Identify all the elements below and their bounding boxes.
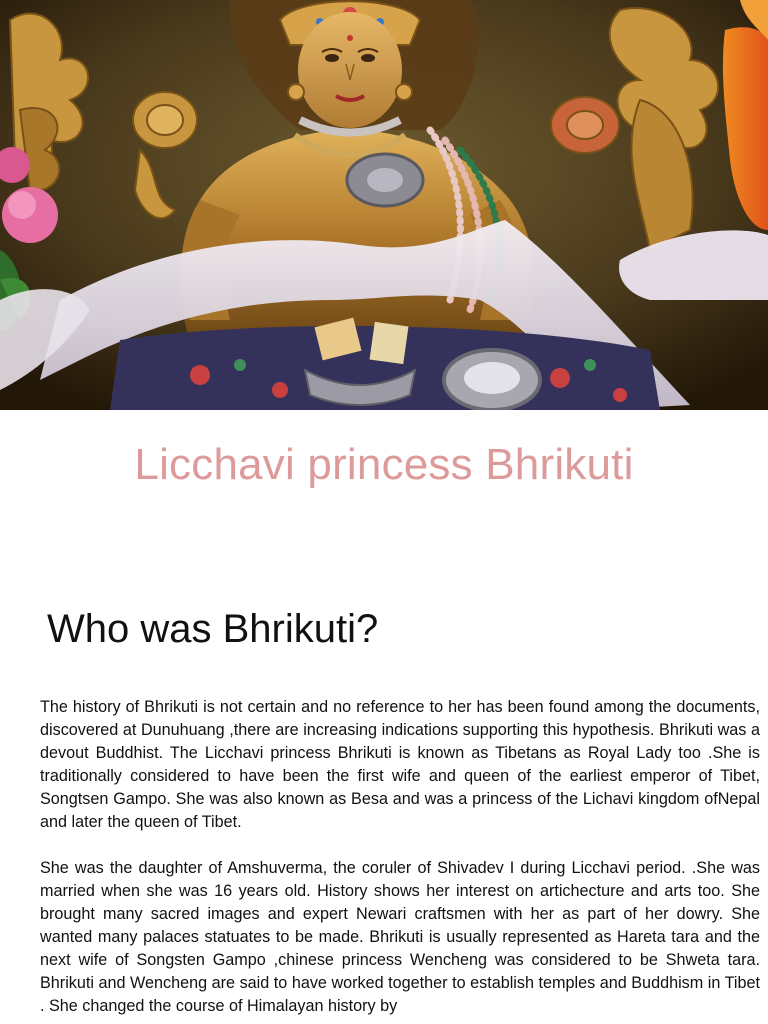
body-text	[40, 696, 760, 1024]
paragraph: She was the daughter of Amshuverma, the coruler of Shivadev I during Licchavi period. .She was married when she was 16 years old. History shows her interest on artichecture and arts too. She brought many sacred images and expert Newari craftsmen with her as part of her dowry. She wanted many palaces statuates to be made. Bhrikuti is usually represented as Hareta tara and the next wife of Songsten Gampo ,chinese princess Wencheng was considered to be Shweta tara. Bhrikuti and Wencheng are said to have worked together to establish temples and Buddhism in Tibet . She changed the course of Himalayan history by	[40, 859, 760, 1015]
section-heading: Who was Bhrikuti?	[47, 607, 379, 651]
paragraph: The history of Bhrikuti is not certain and no reference to her has been found among the documents, discovered at Dunuhuang ,there are increasing indications supporting this hypothesis. Bhrikuti was a devout Buddhist. The Licchavi princess Bhrikuti is known as Tibetans as Royal Lady too .She is traditionally considered to have been the first wife and queen of the earliest emperor of Tibet, Songtsen Gampo. She was also known as Besa and was a princess of the Lichavi kingdom ofNepal and later the queen of Tibet.	[40, 698, 760, 831]
statue-photo	[0, 0, 768, 410]
statue-illustration	[0, 0, 768, 410]
page-title: Licchavi princess Bhrikuti	[134, 440, 634, 489]
